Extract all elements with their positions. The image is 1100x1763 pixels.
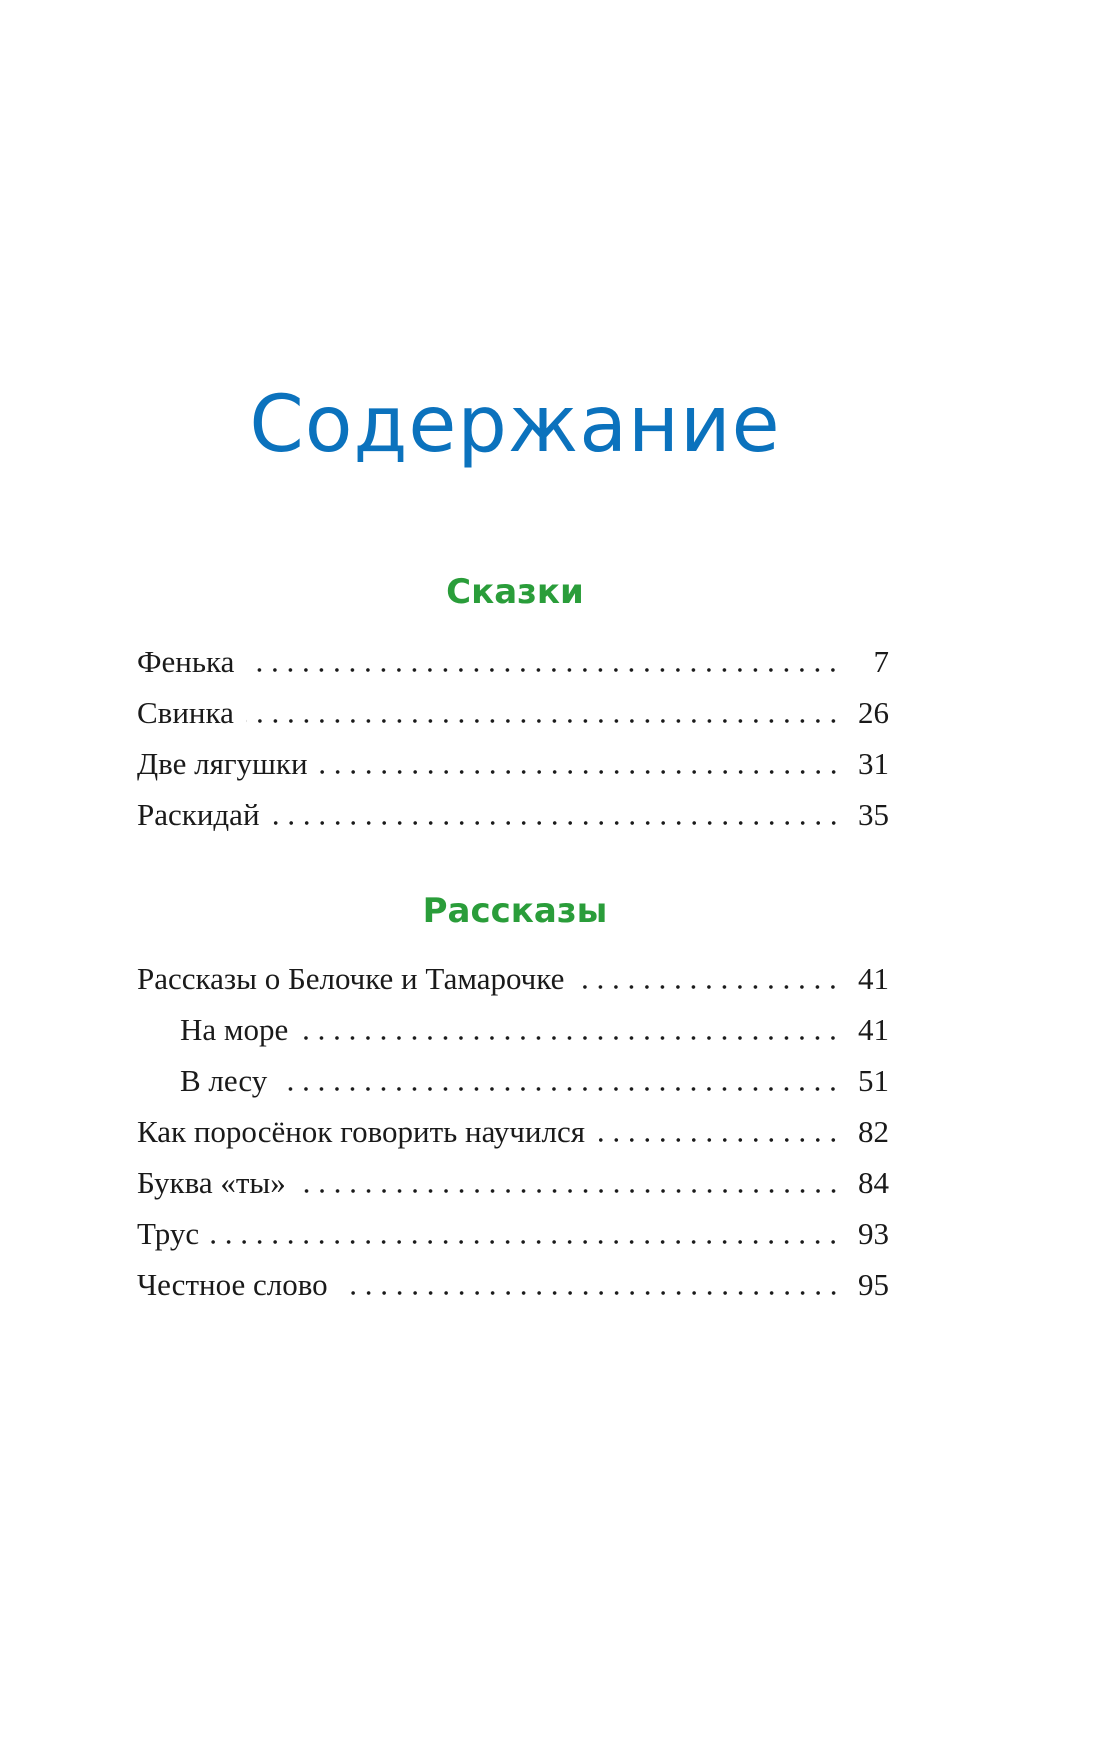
leader-dots <box>340 1290 841 1296</box>
toc-entry-title: Как поросёнок говорить научился <box>137 1114 585 1149</box>
leader-dots <box>272 820 841 826</box>
toc-entry-title: Свинка <box>137 695 234 730</box>
toc-entry[interactable] <box>137 1157 889 1208</box>
toc-entry-page: 93 <box>858 1216 889 1251</box>
toc-list-skazki <box>137 636 889 840</box>
toc-entry[interactable] <box>137 687 889 738</box>
toc-entry-page: 35 <box>858 797 889 832</box>
leader-dots <box>576 984 841 990</box>
section-heading-rasskazy: Рассказы <box>422 891 608 931</box>
toc-entry-page: 31 <box>858 746 889 781</box>
toc-entry[interactable] <box>137 953 889 1004</box>
toc-entry-page: 7 <box>873 644 889 679</box>
toc-entry-page: 41 <box>858 1012 889 1047</box>
toc-entry-page: 26 <box>858 695 889 730</box>
toc-entry[interactable] <box>137 636 889 687</box>
toc-entry-page: 82 <box>858 1114 889 1149</box>
toc-entry-title: Трус <box>137 1216 200 1251</box>
toc-entry-page: 95 <box>858 1267 889 1302</box>
toc-entry-page: 84 <box>858 1165 889 1200</box>
section-heading-skazki: Сказки <box>446 572 584 612</box>
leader-dots <box>246 667 841 673</box>
toc-entry[interactable] <box>137 1208 889 1259</box>
toc-entry-title: Две лягушки <box>137 746 308 781</box>
toc-entry[interactable] <box>137 789 889 840</box>
toc-entry-title: В лесу <box>180 1063 268 1098</box>
toc-entry-title: Рассказы о Белочке и Тамарочке <box>137 961 565 996</box>
leader-dots <box>246 718 841 724</box>
toc-list-rasskazy <box>137 953 889 1310</box>
leader-dots <box>279 1086 841 1092</box>
toc-entry[interactable] <box>137 1106 889 1157</box>
leader-dots <box>320 769 841 775</box>
toc-subentry[interactable] <box>137 1004 889 1055</box>
leader-dots <box>597 1137 841 1143</box>
leader-dots <box>300 1035 841 1041</box>
toc-entry-page: 51 <box>858 1063 889 1098</box>
toc-entry-title: Буква «ты» <box>137 1165 286 1200</box>
toc-entry[interactable] <box>137 1259 889 1310</box>
toc-entry-title: Честное слово <box>137 1267 328 1302</box>
toc-entry-title: На море <box>180 1012 289 1047</box>
toc-entry[interactable] <box>137 738 889 789</box>
toc-entry-title: Фенька <box>137 644 235 679</box>
leader-dots <box>211 1239 841 1245</box>
toc-subentry[interactable] <box>137 1055 889 1106</box>
toc-entry-title: Раскидай <box>137 797 260 832</box>
toc-entry-page: 41 <box>858 961 889 996</box>
leader-dots <box>298 1188 841 1194</box>
page-title: Содержание <box>249 380 781 470</box>
